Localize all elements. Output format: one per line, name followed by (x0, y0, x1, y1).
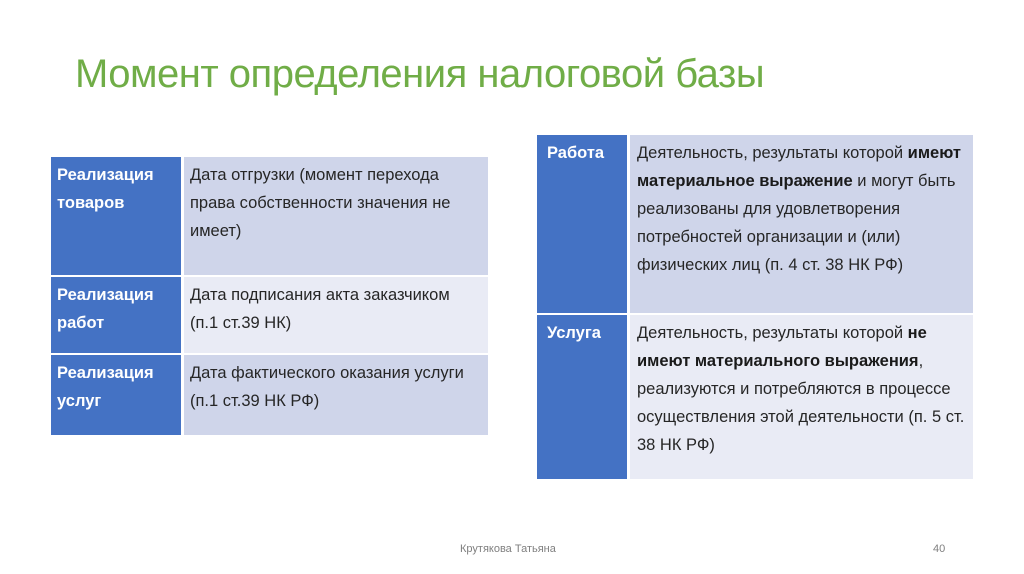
definition-emphasis: не имеют материального выражения (637, 324, 927, 370)
definitions-table (537, 135, 973, 479)
row-value-works: Дата подписания акта заказчиком (п.1 ст.39 НК) (183, 276, 489, 354)
table-row (51, 157, 488, 276)
definition-text: , реализуются и потребляются в процессе осуществления этой деятельности (п. 5 ст. 38 НК РФ) (637, 352, 965, 454)
row-header-work: Работа (537, 135, 629, 314)
definition-text: Деятельность, результаты которой (637, 324, 908, 342)
row-value-service (629, 314, 974, 479)
sales-moment-table (51, 157, 488, 435)
definition-text: Деятельность, результаты которой (637, 144, 908, 162)
table-row (51, 276, 488, 354)
definition-text: и могут быть реализованы для удовлетворения потребностей организации и (или) физических лиц (п. 4 ст. 38 НК РФ) (637, 172, 956, 274)
row-header-service: Услуга (537, 314, 629, 479)
table-row (537, 314, 973, 479)
slide-title: Момент определения налоговой базы (75, 52, 765, 96)
page-number: 40 (933, 543, 946, 555)
row-header-services: Реализация услуг (51, 354, 183, 435)
row-header-goods: Реализация товаров (51, 157, 183, 276)
table-row (537, 135, 973, 314)
row-value-goods: Дата отгрузки (момент перехода права собственности значения не имеет) (183, 157, 489, 276)
footer-author: Крутякова Татьяна (460, 543, 556, 555)
row-value-work (629, 135, 974, 314)
definition-emphasis: имеют материальное выражение (637, 144, 961, 190)
row-header-works: Реализация работ (51, 276, 183, 354)
row-value-services: Дата фактического оказания услуги (п.1 ст.39 НК РФ) (183, 354, 489, 435)
table-row (51, 354, 488, 435)
